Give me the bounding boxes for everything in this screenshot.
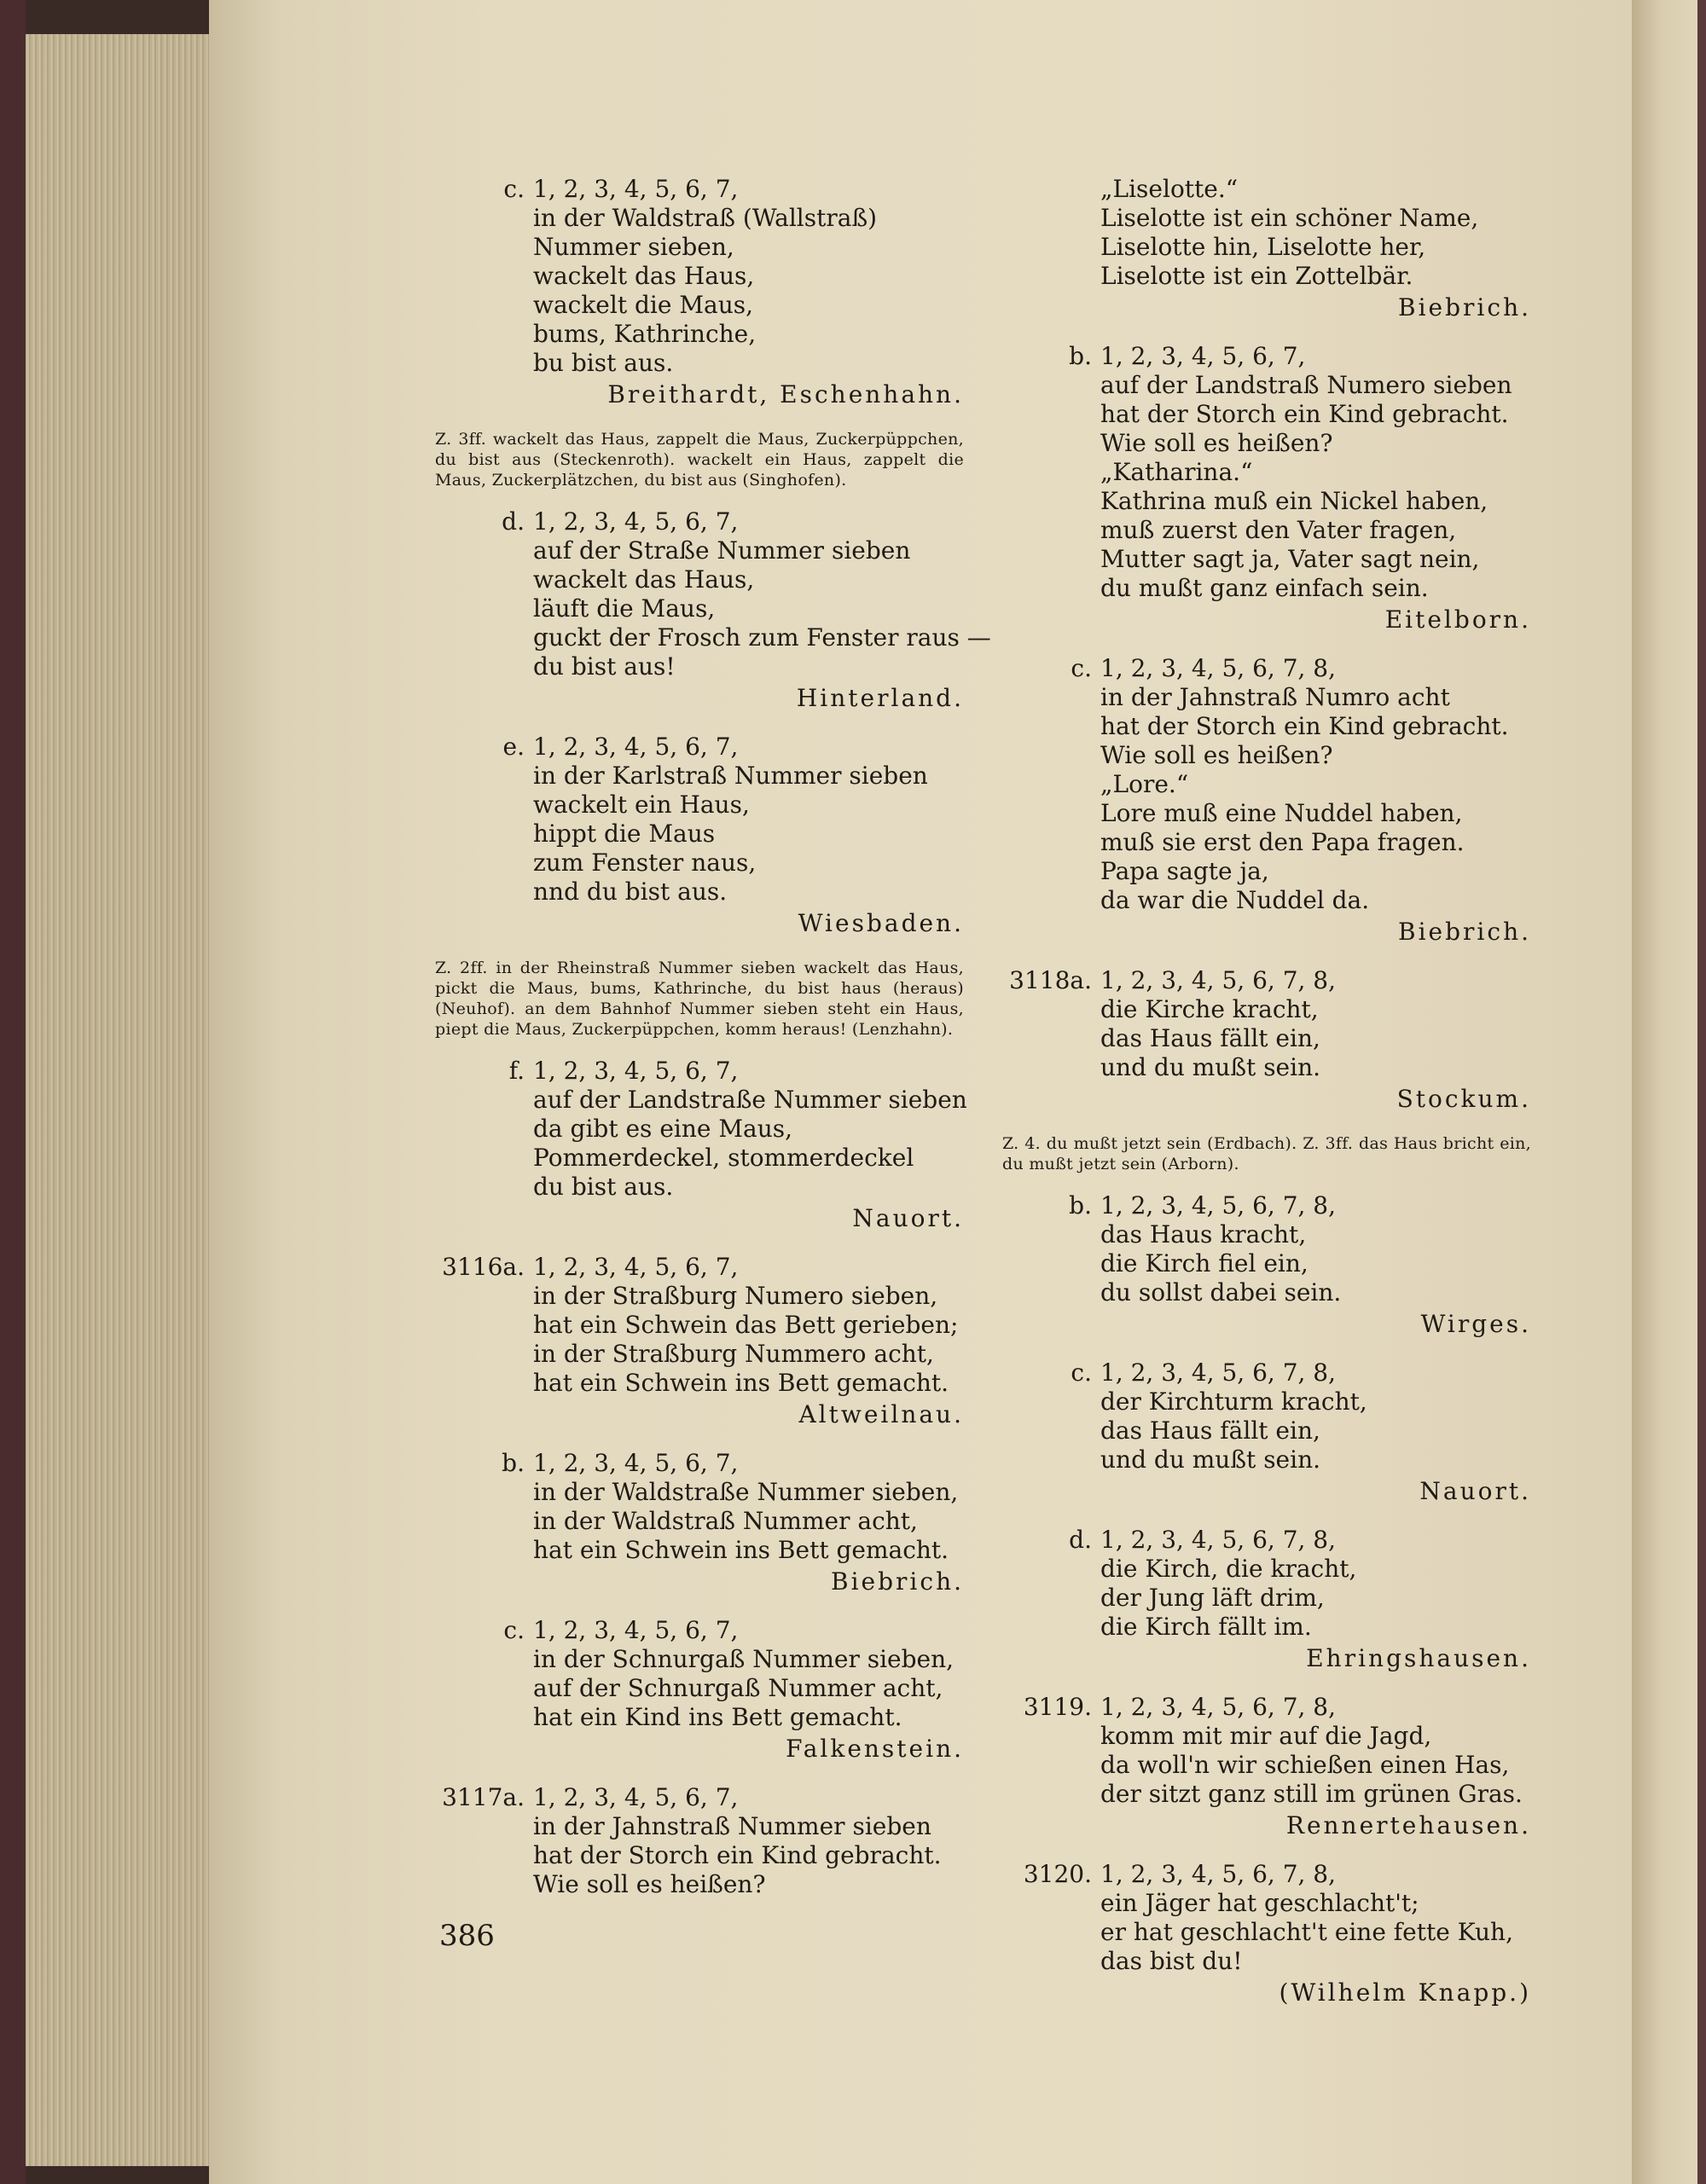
verse-line: 1, 2, 3, 4, 5, 6, 7, 8, [1100,966,1337,994]
rhyme-entry [435,1616,964,1766]
rhyme-entry [435,1449,964,1599]
place-name: Hinterland. [796,684,964,712]
verse-line: auf der Straße Nummer sieben [533,536,911,565]
verse-line: 1, 2, 3, 4, 5, 6, 7, 8, [1100,1191,1337,1219]
verse-line: auf der Landstraß Numero sieben [1100,371,1512,399]
verse-line: läuft die Maus, [533,594,716,623]
verse-line: in der Jahnstraß Nummer sieben [533,1812,931,1840]
verse-line: da woll'n wir schießen einen Has, [1100,1751,1510,1779]
verse-line: in der Straßburg Nummero acht, [533,1340,934,1368]
verse-line: hat ein Kind ins Bett gemacht. [533,1703,902,1731]
verse-line: 1, 2, 3, 4, 5, 6, 7, 8, [1100,1860,1337,1888]
verse-line: und du mußt sein. [1100,1053,1321,1081]
verse-line: Kathrina muß ein Nickel haben, [1100,487,1488,515]
place-name: Wirges. [1420,1310,1531,1338]
verse-line: 1, 2, 3, 4, 5, 6, 7, [533,1783,739,1811]
verse-line: der sitzt ganz still im grünen Gras. [1100,1780,1523,1808]
rhyme-entry [1002,1860,1531,2010]
verse-line: in der Waldstraß Nummer acht, [533,1507,918,1535]
rhyme-entry [1002,1191,1531,1341]
rhyme-entry [1002,175,1531,325]
place-name: Wiesbaden. [798,909,964,937]
verse-line: in der Schnurgaß Nummer sieben, [533,1645,955,1673]
entry-label: b. [502,1449,525,1477]
verse-line: „Katharina.“ [1100,458,1253,486]
entry-label: c. [503,175,525,203]
rhyme-entry [435,507,991,715]
entry-label: c. [503,1616,525,1644]
verse-line: du bist aus! [533,652,676,681]
verse-line: hat der Storch ein Kind gebracht. [1100,712,1509,740]
verse-line: auf der Landstraße Nummer sieben [533,1086,967,1114]
cover-edge [1697,0,1706,2184]
verse-line: „Lore.“ [1100,770,1189,798]
verse-line: die Kirch, die kracht, [1100,1555,1357,1583]
entry-label: c. [1071,654,1092,682]
page-number: 386 [439,1919,495,1953]
place-name: Ehringshausen. [1306,1644,1531,1672]
rhyme-entry [435,175,964,412]
verse-line: das bist du! [1100,1947,1243,1975]
left-column [435,175,991,1916]
rhyme-entry [435,733,964,941]
verse-line: die Kirche kracht, [1100,995,1319,1023]
verse-line: hat ein Schwein ins Bett gemacht. [533,1536,949,1564]
verse-line: ein Jäger hat geschlacht't; [1100,1889,1419,1917]
place-name: Biebrich. [1398,293,1531,322]
verse-line: muß zuerst den Vater fragen, [1100,516,1457,544]
verse-line: 1, 2, 3, 4, 5, 6, 7, [533,733,739,761]
verse-line: der Jung läft drim, [1100,1584,1325,1612]
verse-line: 1, 2, 3, 4, 5, 6, 7, 8, [1100,1693,1337,1721]
entry-label: 3119. [1023,1693,1092,1721]
verse-line: 1, 2, 3, 4, 5, 6, 7, 8, [1100,1358,1337,1387]
place-name: Nauort. [852,1204,964,1232]
place-name: Biebrich. [1398,918,1531,946]
rhyme-entry [1002,966,1531,1116]
verse-line: 1, 2, 3, 4, 5, 6, 7, 8, [1100,1526,1337,1554]
entry-label: f. [508,1057,525,1085]
verse-line: in der Waldstraß (Wallstraß) [533,204,878,232]
place-name: Biebrich. [831,1567,964,1596]
verse-line: du bist aus. [533,1173,674,1201]
verse-line: in der Jahnstraß Numro acht [1100,683,1450,711]
verse-line: 1, 2, 3, 4, 5, 6, 7, 8, [1100,654,1337,682]
verse-line: hat ein Schwein ins Bett gemacht. [533,1369,949,1397]
verse-line: hat der Storch ein Kind gebracht. [1100,400,1509,428]
place-name: (Wilhelm Knapp.) [1279,1978,1531,2007]
verse-line: 1, 2, 3, 4, 5, 6, 7, [533,1057,739,1085]
place-name: Falkenstein. [786,1735,964,1763]
verse-line: hat ein Schwein das Bett gerieben; [533,1311,959,1339]
verse-line: zum Fenster naus, [533,849,757,877]
verse-line: du sollst dabei sein. [1100,1278,1342,1306]
verse-line: die Kirch fiel ein, [1100,1249,1309,1277]
verse-line: „Liselotte.“ [1100,175,1239,203]
verse-line: hippt die Maus [533,820,716,848]
place-name: Breithardt, Eschenhahn. [607,380,964,408]
rhyme-entry [1002,1693,1531,1843]
verse-line: auf der Schnurgaß Nummer acht, [533,1674,943,1702]
rhyme-entry [435,1057,967,1236]
verse-line: wackelt das Haus, [533,262,755,290]
verse-line: da war die Nuddel da. [1100,886,1370,914]
entry-label: b. [1069,1191,1092,1219]
variant-note: Z. 4. du mußt jetzt sein (Erdbach). Z. 3ff. das Haus bricht ein, du mußt jetzt sein (Arborn). [1002,1134,1531,1173]
verse-line: du mußt ganz einfach sein. [1100,574,1429,602]
variant-note: Z. 2ff. in der Rheinstraß Nummer sieben wackelt das Haus, pickt die Maus, bums, Kathrinche, du bist haus (heraus) (Neuhof). an dem Bahnhof Nummer sieben steht ein Haus, piept die Maus, Zuckerpüppchen, komm heraus! (Lenzhahn). [435,959,964,1039]
verse-line: komm mit mir auf die Jagd, [1100,1722,1432,1750]
verse-line: in der Straßburg Numero sieben, [533,1282,938,1310]
entry-label: 3116a. [442,1253,525,1281]
verse-line: Wie soll es heißen? [533,1870,766,1898]
variant-note: Z. 3ff. wackelt das Haus, zappelt die Maus, Zuckerpüppchen, du bist aus (Steckenroth). wackelt ein Haus, zappelt die Maus, Zuckerplätzchen, du bist aus (Singhofen). [435,430,964,490]
verse-line: Pommerdeckel, stommerdeckel [533,1144,914,1172]
entry-label: b. [1069,342,1092,370]
verse-line: Lore muß eine Nuddel haben, [1100,799,1463,827]
verse-line: da gibt es eine Maus, [533,1115,793,1143]
rhyme-entry [435,1253,964,1432]
verse-line: guckt der Frosch zum Fenster raus — [533,623,991,652]
verse-line: 1, 2, 3, 4, 5, 6, 7, [533,1449,739,1477]
verse-line: 1, 2, 3, 4, 5, 6, 7, [1100,342,1306,370]
entry-label: d. [1069,1526,1092,1554]
entry-label: d. [502,507,525,536]
entry-label: 3118a. [1009,966,1092,994]
place-name: Altweilnau. [798,1400,964,1428]
verse-line: Mutter sagt ja, Vater sagt nein, [1100,545,1480,573]
verse-line: 1, 2, 3, 4, 5, 6, 7, [533,507,739,536]
book-spine [0,0,26,2184]
verse-line: wackelt ein Haus, [533,791,750,819]
entry-label: c. [1071,1358,1092,1387]
verse-line: in der Waldstraße Nummer sieben, [533,1478,959,1506]
verse-line: er hat geschlacht't eine fette Kuh, [1100,1918,1513,1946]
entry-label: 3117a. [442,1783,525,1811]
verse-line: Nummer sieben, [533,233,734,261]
verse-line: nnd du bist aus. [533,878,728,906]
verse-line: die Kirch fällt im. [1100,1613,1312,1641]
verse-line: Wie soll es heißen? [1100,429,1333,457]
verse-line: muß sie erst den Papa fragen. [1100,828,1465,856]
verse-line: wackelt die Maus, [533,291,754,319]
right-column [1002,175,1531,2027]
place-name: Nauort. [1419,1477,1531,1505]
rhyme-entry [1002,1526,1531,1676]
verse-line: Liselotte hin, Liselotte her, [1100,233,1426,261]
verse-line: 1, 2, 3, 4, 5, 6, 7, [533,1616,739,1644]
verse-line: Papa sagte ja, [1100,857,1269,885]
verse-line: Liselotte ist ein schöner Name, [1100,204,1479,232]
verse-line: 1, 2, 3, 4, 5, 6, 7, [533,175,739,203]
entry-label: 3120. [1023,1860,1092,1888]
verse-line: das Haus fällt ein, [1100,1024,1320,1052]
verse-line: wackelt das Haus, [533,565,755,594]
verse-line: bums, Kathrinche, [533,320,757,348]
place-name: Stockum. [1396,1085,1531,1113]
verse-line: 1, 2, 3, 4, 5, 6, 7, [533,1253,739,1281]
entry-label: e. [502,733,525,761]
facing-page-edge [1632,0,1706,2184]
verse-line: und du mußt sein. [1100,1445,1321,1474]
rhyme-entry [1002,654,1531,949]
verse-line: Wie soll es heißen? [1100,741,1333,769]
verse-line: das Haus kracht, [1100,1220,1307,1248]
verse-line: Liselotte ist ein Zottelbär. [1100,262,1413,290]
place-name: Eitelborn. [1384,605,1531,634]
place-name: Rennertehausen. [1285,1811,1531,1839]
page-edges [26,34,209,2166]
verse-line: in der Karlstraß Nummer sieben [533,762,928,790]
verse-line: bu bist aus. [533,349,674,377]
rhyme-entry [435,1783,964,1899]
rhyme-entry [1002,342,1531,637]
verse-line: das Haus fällt ein, [1100,1416,1320,1445]
rhyme-entry [1002,1358,1531,1509]
verse-line: der Kirchturm kracht, [1100,1387,1367,1416]
verse-line: hat der Storch ein Kind gebracht. [533,1841,942,1869]
